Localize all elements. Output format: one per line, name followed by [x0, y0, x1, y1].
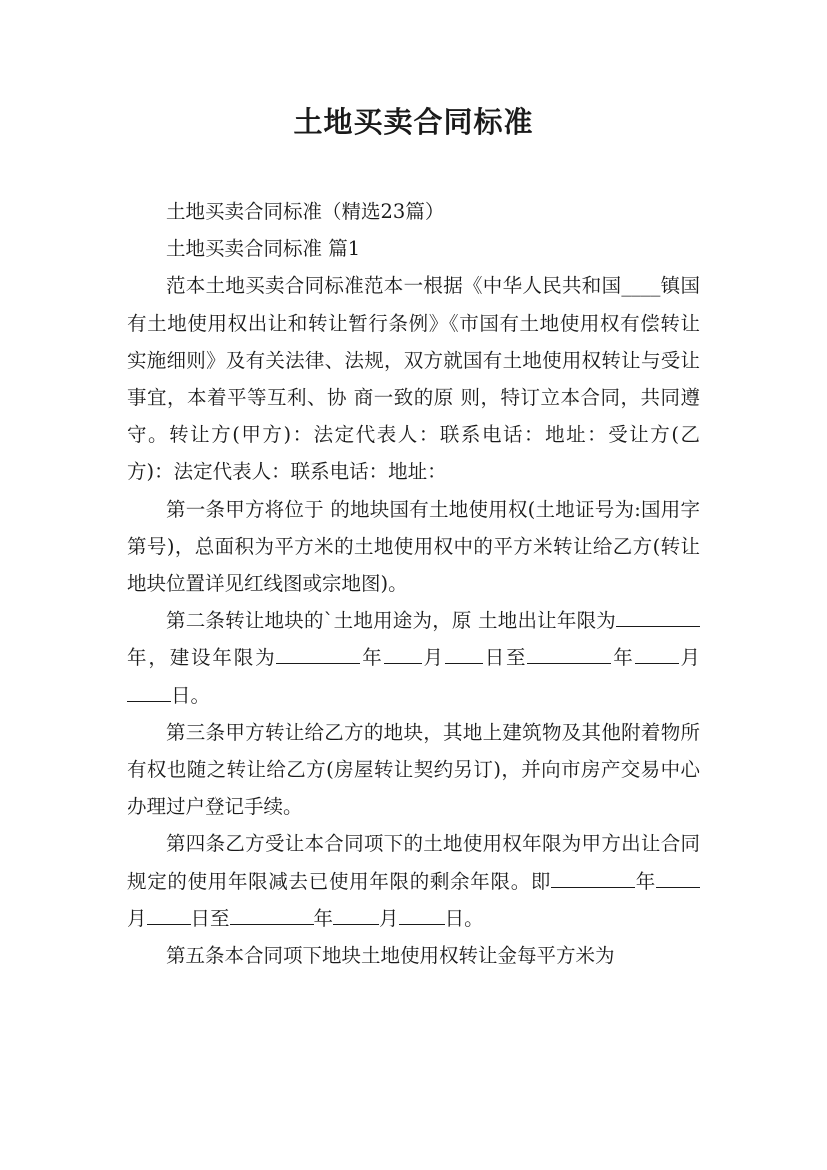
document-title: 土地买卖合同标准	[293, 105, 534, 139]
blank-line	[147, 906, 191, 925]
section-heading: 土地买卖合同标准 篇1	[166, 237, 361, 261]
paragraph-article-1: 第一条甲方将位于 的地块国有土地使用权(土地证号为:国用字第号)，总面积为平方米的土地使用权中的平方米转让给乙方(转让地块位置详见红线图或宗地图)。	[127, 497, 700, 596]
blank-line	[551, 869, 635, 888]
article-4-text-c: 月	[127, 906, 147, 930]
blank-line	[616, 608, 700, 627]
paragraph-article-5: 第五条本合同项下地块土地使用权转让金每平方米为	[166, 944, 615, 968]
article-4-text-a: 第四条乙方受让本合同项下的土地使用权年限为甲方出让合同规定的使用年限减去已使用年限的剩余年限。即	[127, 832, 700, 893]
article-4-text-d: 日至	[190, 906, 230, 930]
article-2-text-f: 年	[611, 646, 635, 670]
blank-line	[399, 906, 445, 925]
article-2-text-d: 月	[421, 646, 445, 670]
blank-line	[384, 645, 422, 664]
paragraph-article-4	[127, 825, 700, 937]
blank-line	[276, 645, 360, 664]
paragraph-article-2	[127, 602, 700, 714]
article-2-text-e: 日至	[482, 646, 528, 670]
blank-line	[527, 645, 611, 664]
article-4-text-e: 年	[313, 906, 334, 930]
paragraph-intro: 范本土地买卖合同标准范本一根据《中华人民共和国____镇国有土地使用权出让和转让暂行条例》《市国有土地使用权有偿转让实施细则》及有关法律、法规，双方就国有土地使用权转让与受让事宜，本着平等互利、协 商一致的原 则，特订立本合同，共同遵守。转让方(甲方)：法定代表人：联系电话：地址：受让方(乙方)：法定代表人：联系电话：地址：	[127, 274, 700, 484]
article-2-text-c: 年	[360, 646, 384, 670]
article-4-text-g: 日。	[444, 906, 484, 930]
document-body	[127, 193, 700, 974]
blank-line	[230, 906, 314, 925]
article-4-text-f: 月	[379, 906, 399, 930]
blank-line	[127, 683, 171, 702]
document-subtitle: 土地买卖合同标准（精选23篇）	[166, 200, 445, 223]
blank-line	[333, 906, 379, 925]
article-2-text-a: 第二条转让地块的`土地用途为，原 土地出让年限为	[166, 609, 616, 633]
article-2-text-b: 年，建设年限为	[127, 646, 277, 670]
article-4-text-b: 年	[635, 869, 656, 893]
blank-line	[445, 645, 483, 664]
article-2-text-h: 日。	[171, 683, 211, 707]
blank-line	[635, 645, 679, 664]
paragraph-article-3: 第三条甲方转让给乙方的地块，其地上建筑物及其他附着物所有权也随之转让给乙方(房屋转让契约另订)，并向市房产交易中心办理过户登记手续。	[127, 720, 700, 819]
blank-line	[656, 869, 700, 888]
article-2-text-g: 月	[678, 646, 700, 670]
